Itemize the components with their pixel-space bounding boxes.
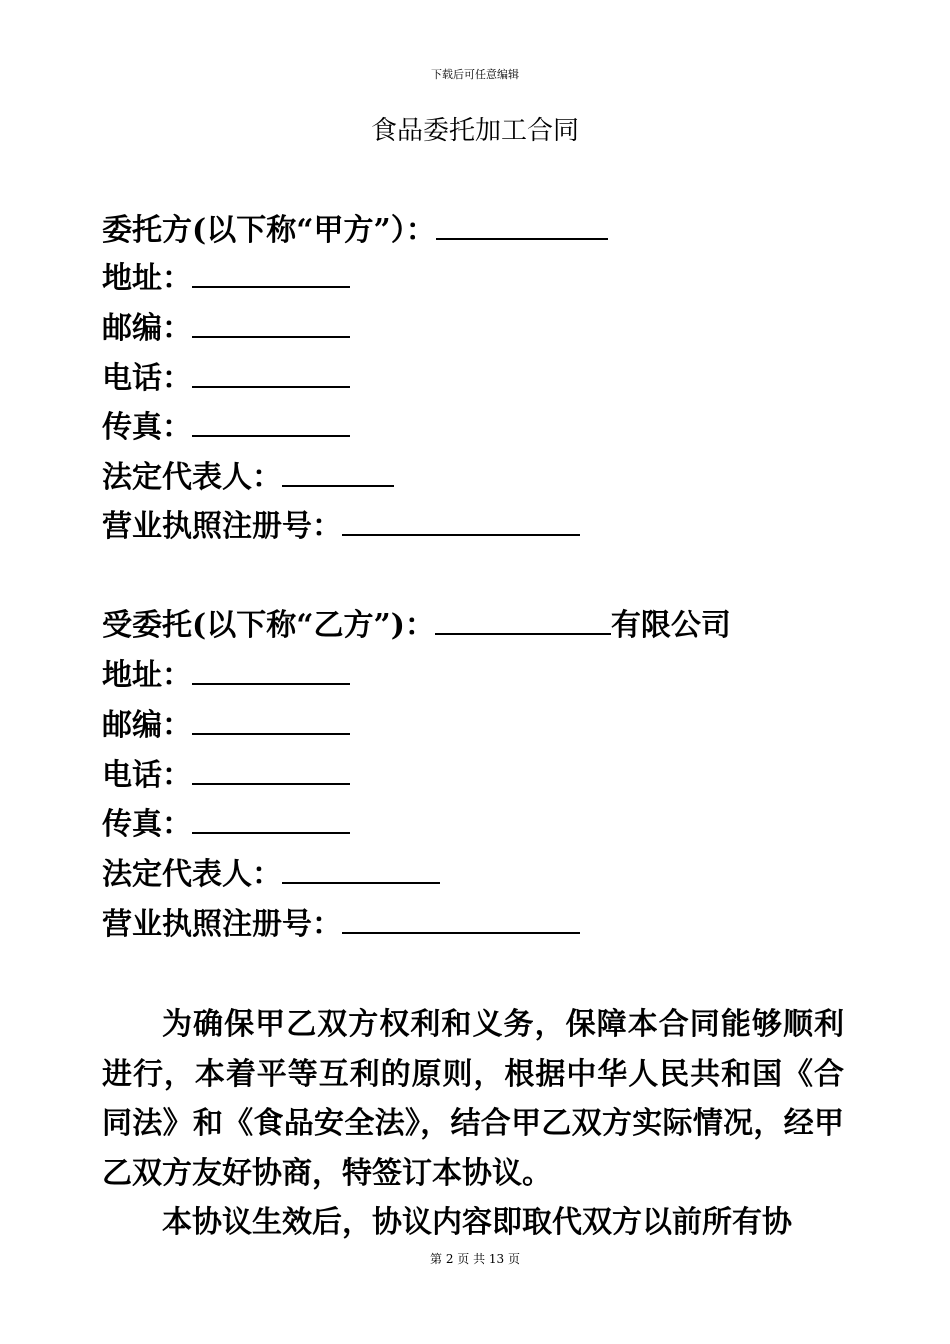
- party-b-heading-suffix: 有限公司: [610, 608, 731, 643]
- party-b-license-blank: [342, 906, 580, 934]
- party-a-fax-row: [102, 409, 350, 445]
- party-a-legal-rep-row: [102, 459, 394, 495]
- party-a-phone-row: [102, 360, 350, 396]
- party-b-fax-blank: [192, 806, 350, 834]
- party-b-phone-blank: [192, 757, 350, 785]
- party-a-postcode-row: [102, 310, 350, 346]
- party-b-fax-row: [102, 806, 350, 842]
- party-b-name-blank: [435, 607, 611, 635]
- party-b-address-blank: [192, 657, 350, 685]
- party-b-address-row: [102, 657, 350, 693]
- party-a-address-blank: [192, 260, 350, 288]
- party-a-postcode-blank: [192, 310, 350, 338]
- party-b-license-row: [102, 906, 580, 942]
- document-title: 食品委托加工合同: [370, 116, 579, 146]
- field-label: 营业执照注册号：: [102, 509, 342, 544]
- party-a-legal-rep-blank: [282, 459, 394, 487]
- party-b-phone-row: [102, 757, 350, 793]
- party-a-license-row: [102, 508, 580, 544]
- page-header-note: 下载后可任意编辑: [431, 68, 519, 81]
- field-label: 邮编：: [102, 311, 192, 346]
- field-label: 法定代表人：: [102, 460, 282, 495]
- field-label: 传真：: [102, 807, 192, 842]
- party-a-phone-blank: [192, 360, 350, 388]
- body-paragraph-2: 本协议生效后，协议内容即取代双方以前所有协: [162, 1205, 792, 1240]
- party-b-heading: [102, 607, 731, 643]
- body-paragraph-1: 为确保甲乙双方权利和义务，保障本合同能够顺利进行，本着平等互利的原则，根据中华人民共和国《合同法》和《食品安全法》，结合甲乙双方实际情况，经甲乙双方友好协商，特签订本协议。: [102, 1007, 844, 1191]
- field-label: 营业执照注册号：: [102, 907, 342, 942]
- party-a-name-blank: [436, 212, 608, 240]
- party-a-license-blank: [342, 508, 580, 536]
- field-label: 电话：: [102, 758, 192, 793]
- field-label: 地址：: [102, 261, 192, 296]
- party-b-postcode-blank: [192, 707, 350, 735]
- field-label: 地址：: [102, 658, 192, 693]
- party-b-postcode-row: [102, 707, 350, 743]
- party-a-fax-blank: [192, 409, 350, 437]
- party-b-legal-rep-blank: [282, 856, 440, 884]
- field-label: 电话：: [102, 361, 192, 396]
- field-label: 法定代表人：: [102, 857, 282, 892]
- party-a-heading-label: 委托方(以下称“甲方”）：: [102, 213, 436, 248]
- party-b-heading-label: 受委托(以下称“乙方”)：: [102, 608, 435, 643]
- party-a-heading: [102, 212, 608, 248]
- field-label: 邮编：: [102, 708, 192, 743]
- page-footer: 第 2 页 共 13 页: [430, 1252, 520, 1266]
- field-label: 传真：: [102, 410, 192, 445]
- party-b-legal-rep-row: [102, 856, 440, 892]
- party-a-address-row: [102, 260, 350, 296]
